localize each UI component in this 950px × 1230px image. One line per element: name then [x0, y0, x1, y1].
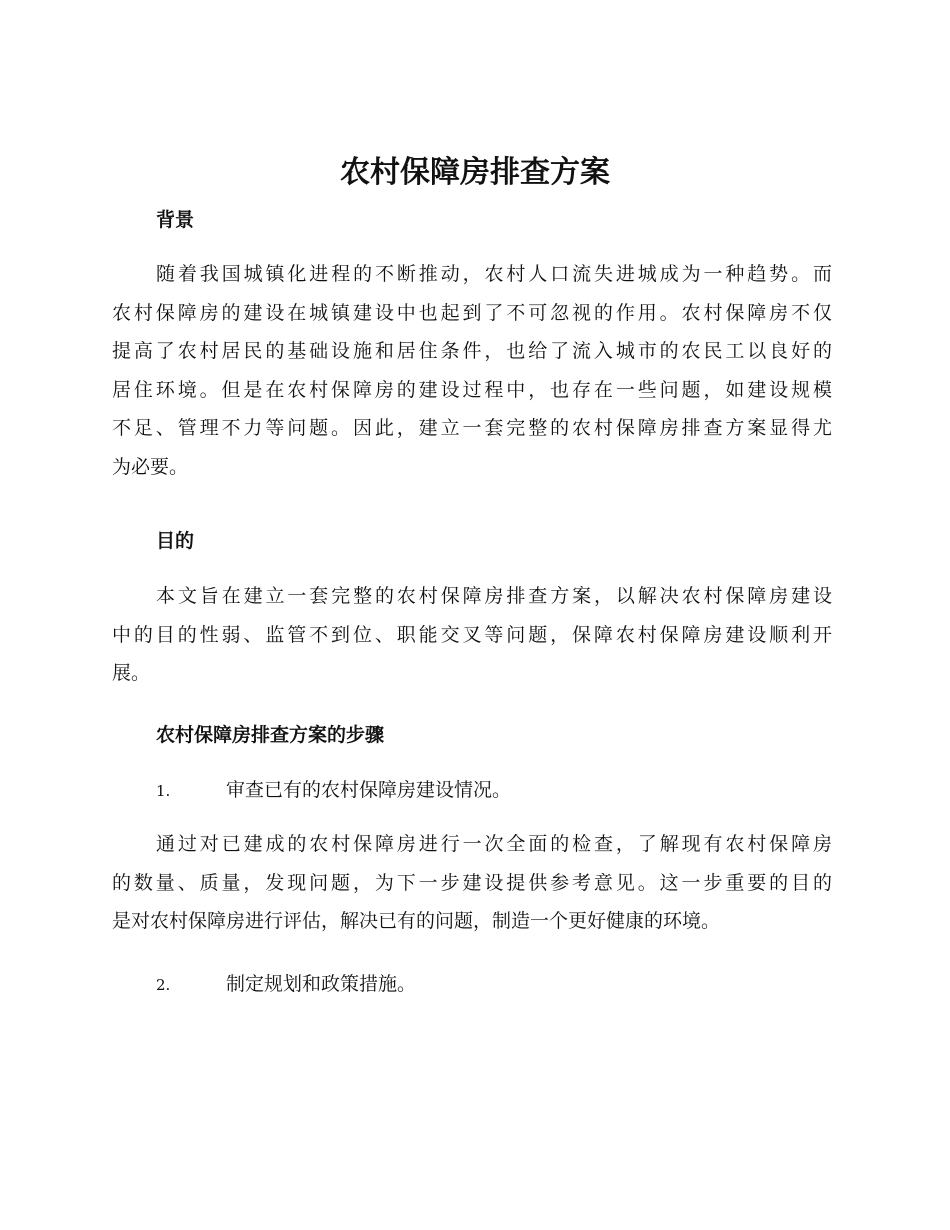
section-heading-purpose: 目的 [156, 530, 195, 552]
paragraph-line: 农村保障房的建设在城镇建设中也起到了不可忽视的作用。农村保障房不仅 [112, 301, 832, 324]
list-item [156, 776, 836, 805]
paragraph-line: 中的目的性弱、监管不到位、职能交叉等问题，保障农村保障房建设顺利开 [112, 623, 832, 646]
document-title: 农村保障房排查方案 [340, 155, 610, 190]
list-item [156, 970, 836, 999]
list-item-text: 制定规划和政策措施。 [226, 973, 417, 995]
list-item-number: 2. [156, 976, 171, 994]
paragraph-line: 为必要。 [112, 455, 189, 478]
paragraph-line: 通过对已建成的农村保障房进行一次全面的检查，了解现有农村保障房 [156, 833, 832, 855]
paragraph-line: 提高了农村居民的基础设施和居住条件，也给了流入城市的农民工以良好的 [112, 340, 832, 362]
paragraph-purpose [112, 577, 832, 693]
list-item-text: 审查已有的农村保障房建设情况。 [226, 779, 512, 801]
paragraph-line: 的数量、质量，发现问题，为下一步建设提供参考意见。这一步重要的目的 [112, 871, 832, 894]
paragraph-line: 随着我国城镇化进程的不断推动，农村人口流失进城成为一种趋势。而 [156, 263, 832, 285]
section-heading-steps: 农村保障房排查方案的步骤 [156, 724, 385, 746]
paragraph-line: 不足、管理不力等问题。因此，建立一套完整的农村保障房排查方案显得尤 [112, 417, 832, 439]
paragraph-line: 是对农村保障房进行评估，解决已有的问题，制造一个更好健康的环境。 [112, 910, 721, 932]
list-item-number: 1. [156, 782, 171, 800]
paragraph-line: 本文旨在建立一套完整的农村保障房排查方案，以解决农村保障房建设 [156, 585, 832, 607]
paragraph-step-1-detail [112, 825, 832, 941]
paragraph-line: 展。 [112, 662, 151, 684]
paragraph-line: 居住环境。但是在农村保障房的建设过程中，也存在一些问题，如建设规模 [112, 378, 832, 401]
paragraph-background [112, 255, 832, 486]
section-heading-background: 背景 [156, 209, 195, 231]
